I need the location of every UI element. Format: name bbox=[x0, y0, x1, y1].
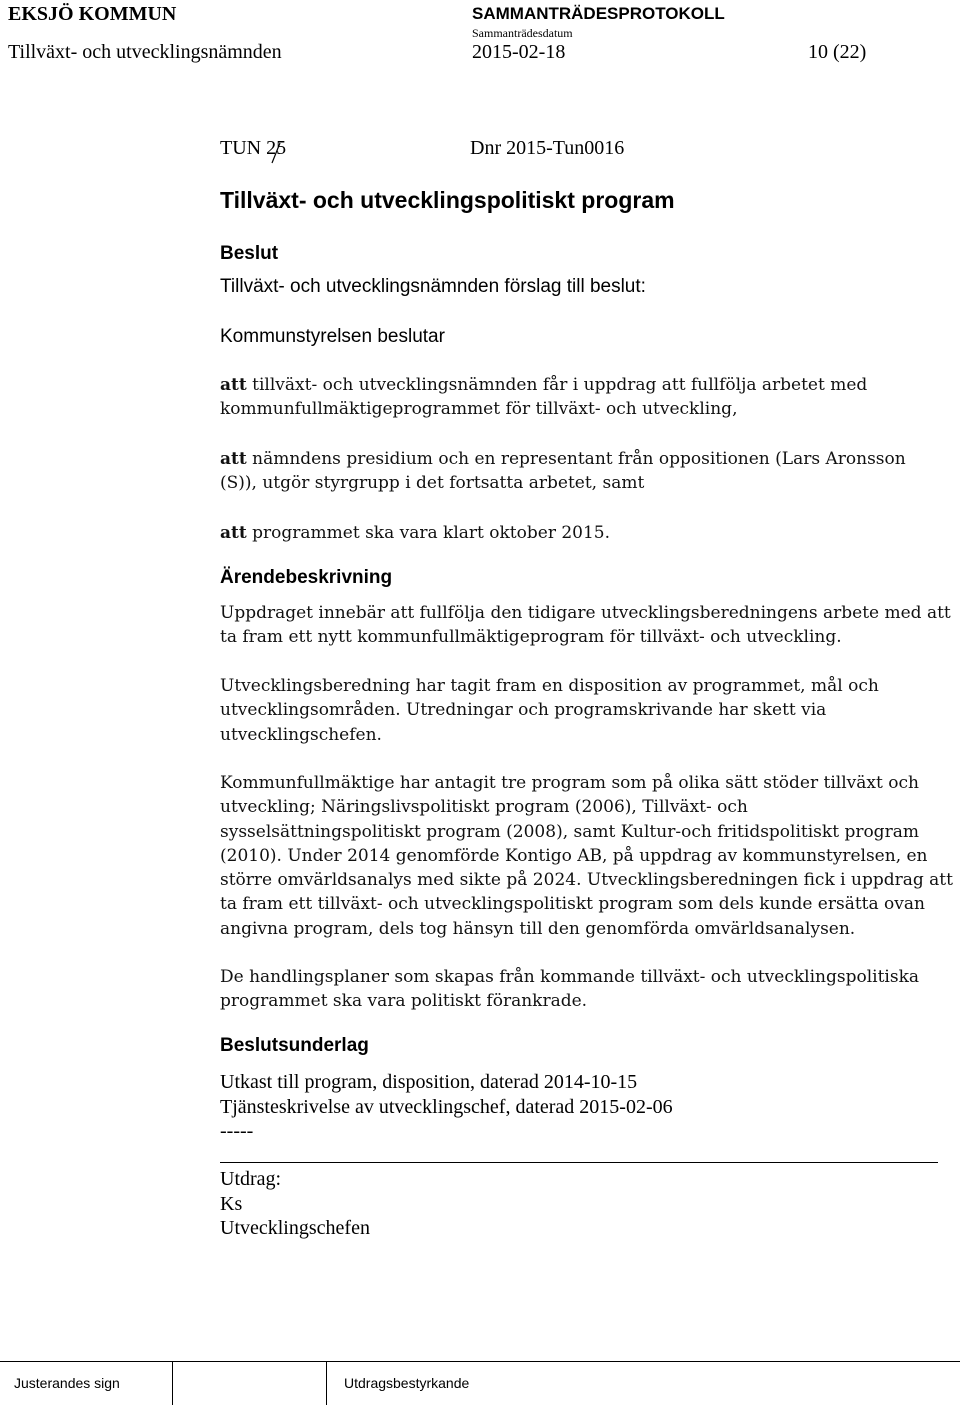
underlag-list bbox=[220, 1070, 673, 1144]
underlag-item: Tjänsteskrivelse av utvecklingschef, daterad 2015-02-06 bbox=[220, 1095, 673, 1118]
clause-text: kommunfullmäktigeprogrammet för tillväxt- och utveckling, bbox=[220, 399, 738, 420]
utdrag-recipient: Ks bbox=[220, 1192, 243, 1215]
beslut-decider: Kommunstyrelsen beslutar bbox=[220, 326, 445, 347]
clause-text: tillväxt- och utvecklingsnämnden får i uppdrag att fullfölja arbetet med bbox=[252, 375, 868, 395]
paragraph-line: angivna program, dels tog hänsyn till den genomförda omvärldsanalysen. bbox=[220, 918, 856, 939]
item-title: Tillväxt- och utvecklingspolitiskt program bbox=[220, 187, 675, 213]
paragraph-line: Utvecklingsberedning har tagit fram en disposition av programmet, mål och bbox=[220, 676, 879, 696]
clause-text: nämndens presidium och en representant från oppositionen (Lars Aronsson bbox=[252, 449, 906, 469]
att-keyword: att bbox=[220, 449, 247, 469]
decision-clause-3 bbox=[220, 521, 610, 545]
organization-name: EKSJÖ KOMMUN bbox=[8, 3, 177, 25]
utdragsbestyrkande-label: Utdragsbestyrkande bbox=[344, 1375, 470, 1391]
diary-number: Dnr 2015-Tun0016 bbox=[470, 137, 625, 159]
decision-clause-2 bbox=[220, 447, 906, 496]
paragraph bbox=[220, 674, 879, 747]
paragraph bbox=[220, 965, 919, 1014]
utdrag-label: Utdrag: bbox=[220, 1168, 282, 1190]
att-keyword: att bbox=[220, 375, 247, 395]
clause-text: (S)), utgör styrgrupp i det fortsatta arbetet, samt bbox=[220, 473, 645, 494]
paragraph-line: ta fram ett nytt kommunfullmäktigeprogram för tillväxt- och utveckling. bbox=[220, 627, 842, 648]
paragraph-line: större omvärldsanalys med sikte på 2024. Utvecklingsberedningen fick i uppdrag att bbox=[220, 870, 953, 891]
paragraph-line: sysselsättningspolitiskt program (2008), samt Kultur-och fritidspolitiskt program bbox=[220, 821, 919, 842]
beslut-heading: Beslut bbox=[220, 243, 279, 264]
justerandes-sign-label: Justerandes sign bbox=[14, 1375, 120, 1391]
clause-text: programmet ska vara klart oktober 2015. bbox=[252, 523, 611, 543]
signature-footer bbox=[0, 1361, 960, 1405]
document-type: SAMMANTRÄDESPROTOKOLL bbox=[472, 4, 725, 23]
paragraph-line: Uppdraget innebär att fullfölja den tidigare utvecklingsberedningens arbete med att bbox=[220, 603, 951, 623]
utdrag-block bbox=[220, 1167, 370, 1241]
underlag-item: Utkast till program, disposition, daterad 2014-10-15 bbox=[220, 1071, 638, 1093]
paragraph-line: De handlingsplaner som skapas från kommande tillväxt- och utvecklingspolitiska bbox=[220, 967, 920, 987]
beslutsunderlag-heading: Beslutsunderlag bbox=[220, 1035, 369, 1056]
footer-divider bbox=[326, 1362, 327, 1405]
meeting-date: 2015-02-18 bbox=[472, 41, 566, 63]
paragraph-line: (2010). Under 2014 genomförde Kontigo AB, på uppdrag av kommunstyrelsen, en bbox=[220, 845, 928, 866]
paragraph-line: ta fram ett tillväxt- och utvecklingspolitiskt program som dels kunde ersätta ovan bbox=[220, 894, 925, 915]
att-keyword: att bbox=[220, 523, 247, 543]
paragraph-line: utvecklingschefen. bbox=[220, 724, 382, 745]
paragraph bbox=[220, 771, 953, 941]
paragraph-line: Kommunfullmäktige har antagit tre program som på olika sätt stöder tillväxt och bbox=[220, 773, 919, 793]
paragraph-line: programmet ska vara politiskt förankrade. bbox=[220, 991, 588, 1012]
paragraph-line: utveckling; Näringslivspolitiskt program (2006), Tillväxt- och bbox=[220, 797, 748, 818]
separator-dashes: ----- bbox=[220, 1120, 254, 1142]
utdrag-recipient: Utvecklingschefen bbox=[220, 1217, 370, 1239]
meeting-date-label: Sammanträdesdatum bbox=[472, 26, 573, 40]
committee-name: Tillväxt- och utvecklingsnämnden bbox=[8, 41, 282, 63]
section-sign-icon bbox=[270, 142, 282, 164]
decision-clause-1 bbox=[220, 373, 867, 422]
item-number: TUN 25 bbox=[220, 137, 287, 159]
footer-divider bbox=[172, 1362, 173, 1405]
paragraph bbox=[220, 601, 951, 650]
arendebeskrivning-heading: Ärendebeskrivning bbox=[220, 567, 393, 588]
page-number: 10 (22) bbox=[808, 41, 867, 63]
horizontal-rule bbox=[220, 1162, 938, 1163]
paragraph-line: utvecklingsområden. Utredningar och programskrivande har skett via bbox=[220, 700, 827, 721]
beslut-intro: Tillväxt- och utvecklingsnämnden förslag till beslut: bbox=[220, 276, 646, 297]
